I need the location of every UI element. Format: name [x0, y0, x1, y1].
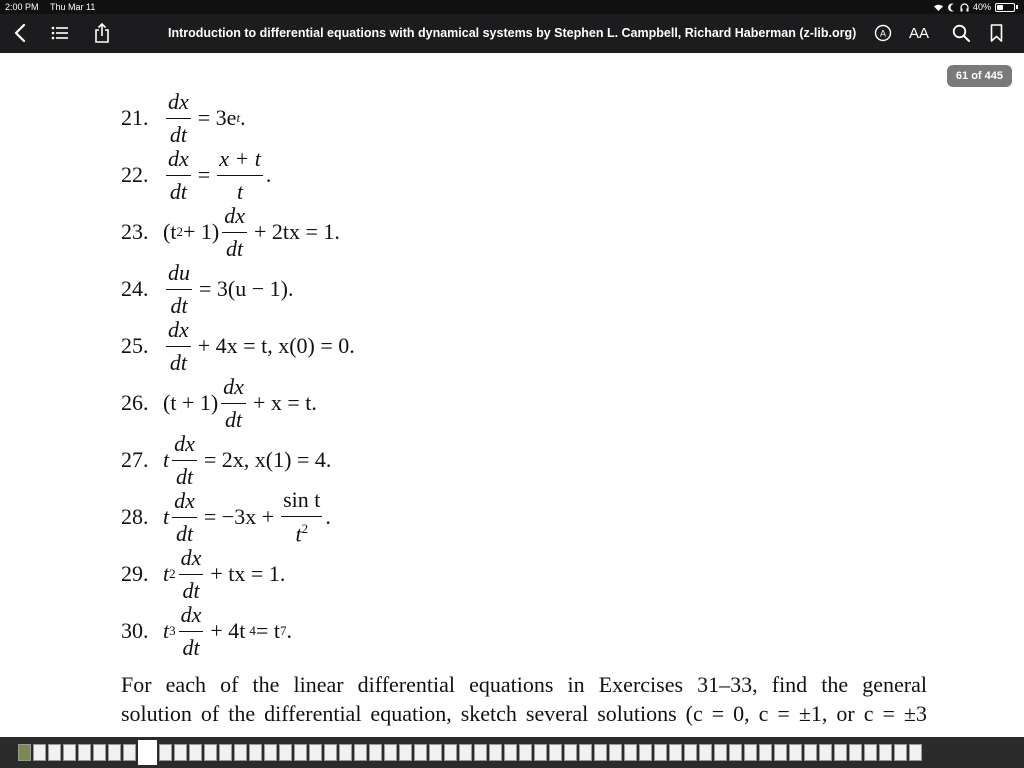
expression-text: (t	[163, 219, 177, 244]
denominator	[293, 522, 310, 545]
contents-button[interactable]	[48, 20, 72, 46]
page-thumbnail[interactable]	[864, 744, 877, 761]
numerator: sin t	[283, 486, 321, 512]
page-thumbnail[interactable]	[204, 744, 217, 761]
fraction	[166, 259, 192, 318]
status-bar	[0, 0, 1024, 14]
reader-toolbar	[0, 14, 1024, 53]
page-thumbnail[interactable]	[594, 744, 607, 761]
fraction-bar	[166, 118, 191, 119]
exercise-number: 23.	[121, 219, 149, 244]
fraction	[221, 373, 246, 432]
fraction-bar	[172, 460, 197, 461]
exponent: t	[236, 110, 241, 125]
page-thumbnail[interactable]	[789, 744, 802, 761]
expression-text: .	[240, 105, 246, 130]
page-thumbnail[interactable]	[834, 744, 847, 761]
fraction-bar	[172, 517, 197, 518]
exercise-number: 30.	[121, 618, 149, 643]
text-size-icon: AA	[908, 24, 929, 42]
denominator: dt	[175, 520, 194, 546]
status-right	[933, 0, 1018, 14]
page-thumbnail[interactable]	[879, 744, 892, 761]
expression-text: = 2x, x(1) = 4.	[203, 447, 332, 472]
battery-tip	[1016, 5, 1018, 9]
page-thumbnail[interactable]	[549, 744, 562, 761]
fraction	[172, 430, 197, 489]
fraction-bar	[222, 232, 247, 233]
headphones-icon	[960, 3, 969, 12]
denominator: t	[236, 178, 244, 204]
paragraph-line-1: For each of the linear differential equations in Exercises 31–33, find the general	[121, 672, 927, 697]
page-thumbnail[interactable]	[909, 744, 922, 761]
exercise-30	[121, 603, 292, 659]
exercise-23	[121, 204, 344, 260]
page-thumbnail[interactable]	[354, 744, 367, 761]
exercise-22	[121, 147, 271, 203]
page-thumbnail[interactable]	[519, 744, 532, 761]
fraction	[217, 145, 263, 204]
page-thumbnail[interactable]	[63, 744, 76, 761]
page-thumbnail[interactable]	[234, 744, 247, 761]
numerator: dx	[223, 373, 244, 399]
denominator: dt	[169, 178, 187, 204]
expression-text: t	[163, 618, 170, 643]
page-thumbnail[interactable]	[654, 744, 667, 761]
fraction-bar	[179, 631, 204, 632]
fraction	[166, 316, 191, 375]
fraction-bar	[217, 175, 263, 176]
page-thumbnail[interactable]	[534, 744, 547, 761]
expression-text: t	[163, 447, 170, 472]
page-thumbnail-current[interactable]	[138, 740, 157, 765]
denominator: dt	[170, 292, 188, 318]
battery-percent: 40%	[972, 2, 991, 12]
expression-text: t	[163, 561, 170, 586]
page-thumbnail[interactable]	[174, 744, 187, 761]
fraction	[179, 544, 204, 603]
search-icon	[952, 24, 970, 42]
page-thumbnail[interactable]	[159, 744, 172, 761]
page-thumbnail[interactable]	[108, 744, 121, 761]
page-thumbnail[interactable]	[264, 744, 277, 761]
exercise-number: 24.	[121, 276, 149, 301]
expression-text: = 3(u − 1).	[199, 276, 294, 301]
fraction-bar	[166, 175, 191, 176]
page-thumbnail[interactable]	[399, 744, 412, 761]
page-thumbnail[interactable]	[459, 744, 472, 761]
page-thumbnail[interactable]	[774, 744, 787, 761]
exercise-number: 26.	[121, 390, 149, 415]
exercise-28	[121, 486, 331, 547]
page-thumbnail[interactable]	[729, 744, 742, 761]
page-thumbnail[interactable]	[18, 744, 31, 761]
page-thumbnail[interactable]	[123, 744, 136, 761]
expression-text: (t + 1)	[163, 390, 219, 415]
page-thumbnail[interactable]	[219, 744, 232, 761]
expression-text: .	[325, 504, 331, 529]
fraction	[172, 487, 197, 546]
fraction-bar	[166, 346, 191, 347]
wifi-icon	[933, 3, 944, 12]
page-thumbnail[interactable]	[414, 744, 427, 761]
numerator: dx	[168, 88, 189, 114]
numerator: du	[168, 259, 190, 285]
expression-text: = t	[255, 618, 280, 643]
text-size-button[interactable]	[906, 20, 932, 46]
document-title: Introduction to differential equations with dynamical systems by Stephen L. Campbell, Richard Haberman (z-lib.org)	[168, 26, 857, 40]
page-thumbnail[interactable]	[249, 744, 262, 761]
denominator: dt	[224, 406, 243, 432]
page-thumbnail[interactable]	[894, 744, 907, 761]
numerator: dx	[180, 544, 202, 570]
expression-text: .	[265, 162, 272, 187]
expression-text: + 4x = t, x(0) = 0.	[197, 333, 355, 358]
denominator: dt	[169, 121, 187, 147]
exercise-25	[121, 318, 359, 374]
page-thumbnail[interactable]	[744, 744, 757, 761]
page-thumbnail[interactable]	[294, 744, 307, 761]
share-icon	[94, 23, 110, 43]
expression-text: = 3e	[197, 105, 237, 130]
numerator: dx	[168, 316, 189, 342]
annotate-button[interactable]	[873, 20, 893, 46]
denominator-base: t	[295, 521, 302, 547]
battery-icon	[995, 3, 1015, 12]
exercise-21	[121, 90, 246, 146]
page-thumbnail[interactable]	[189, 744, 202, 761]
exercise-number: 21.	[121, 105, 149, 130]
page-thumbnail[interactable]	[93, 744, 106, 761]
exponent: 2	[301, 520, 309, 536]
expression-text: + 1)	[182, 219, 220, 244]
page-thumbnail[interactable]	[324, 744, 337, 761]
fraction	[222, 202, 247, 261]
fraction-bar	[166, 289, 192, 290]
annotate-icon	[874, 24, 892, 42]
search-button[interactable]	[950, 20, 972, 46]
expression-text: =	[197, 162, 211, 187]
denominator: dt	[182, 634, 200, 660]
bookmark-button[interactable]	[986, 20, 1006, 46]
page-thumbnail[interactable]	[684, 744, 697, 761]
denominator: dt	[182, 577, 200, 603]
page-thumbnail[interactable]	[369, 744, 382, 761]
fraction-bar	[281, 516, 322, 517]
page-thumbnail[interactable]	[309, 744, 322, 761]
exponent: 7	[279, 623, 287, 638]
exponent: 2	[176, 224, 183, 239]
exercise-number: 28.	[121, 504, 149, 529]
expression-text: + tx = 1.	[210, 561, 286, 586]
svg-text:A: A	[879, 28, 887, 39]
exercise-number: 27.	[121, 447, 149, 472]
page-thumbnail[interactable]	[669, 744, 682, 761]
page-thumbnail[interactable]	[504, 744, 517, 761]
page-thumbnail[interactable]	[579, 744, 592, 761]
page-thumbnail[interactable]	[564, 744, 577, 761]
page-thumbnail[interactable]	[78, 744, 91, 761]
page-thumbnail-strip[interactable]	[0, 737, 1024, 768]
bookmark-icon	[990, 24, 1003, 42]
exponent: 2	[169, 566, 176, 581]
page-thumbnail[interactable]	[609, 744, 622, 761]
expression-text: .	[286, 618, 292, 643]
numerator: dx	[174, 430, 195, 456]
fraction	[179, 601, 204, 660]
denominator: dt	[175, 463, 194, 489]
status-time: 2:00 PM	[5, 2, 39, 12]
paragraph-line-2: solution of the differential equation, sketch several solutions (c = 0, c = ±1, or c = ±3	[121, 701, 927, 726]
numerator: dx	[174, 487, 195, 513]
page-indicator: 61 of 445	[947, 65, 1012, 87]
share-button[interactable]	[90, 20, 114, 46]
page-thumbnail[interactable]	[624, 744, 637, 761]
exercise-29	[121, 546, 289, 602]
page-thumbnail[interactable]	[489, 744, 502, 761]
page-thumbnail[interactable]	[759, 744, 772, 761]
page-thumbnail[interactable]	[384, 744, 397, 761]
exercise-number: 25.	[121, 333, 149, 358]
denominator: dt	[226, 235, 244, 261]
exercise-26	[121, 375, 321, 431]
exponent: 3	[169, 623, 176, 638]
page-thumbnail[interactable]	[474, 744, 487, 761]
page-thumbnail[interactable]	[699, 744, 712, 761]
numerator: dx	[168, 145, 189, 171]
numerator: x + t	[219, 145, 261, 171]
numerator: dx	[180, 601, 202, 627]
page-thumbnail[interactable]	[819, 744, 832, 761]
instruction-paragraph	[121, 670, 927, 728]
page-thumbnail[interactable]	[339, 744, 352, 761]
fraction	[166, 145, 191, 204]
exponent: 4	[249, 623, 256, 638]
fraction-bar	[179, 574, 204, 575]
expression-text: + 4t	[210, 618, 246, 643]
page-thumbnail[interactable]	[48, 744, 61, 761]
fraction-bar	[221, 403, 246, 404]
exercise-number: 29.	[121, 561, 149, 586]
page-thumbnail[interactable]	[849, 744, 862, 761]
expression-text: + 2tx = 1.	[253, 219, 340, 244]
document-page	[0, 53, 1024, 737]
back-icon	[14, 24, 26, 42]
moon-icon	[948, 3, 956, 12]
page-thumbnail[interactable]	[279, 744, 292, 761]
fraction	[281, 486, 322, 547]
page-thumbnail[interactable]	[33, 744, 46, 761]
page-thumbnail[interactable]	[444, 744, 457, 761]
exercise-number: 22.	[121, 162, 149, 187]
status-date: Thu Mar 11	[50, 2, 96, 12]
denominator: dt	[169, 349, 187, 375]
expression-text: = −3x +	[203, 504, 275, 529]
battery-level	[997, 5, 1003, 10]
fraction	[166, 88, 191, 147]
page-thumbnail[interactable]	[639, 744, 652, 761]
page-thumbnail[interactable]	[804, 744, 817, 761]
back-button[interactable]	[8, 20, 32, 46]
page-thumbnail[interactable]	[714, 744, 727, 761]
exercise-27	[121, 432, 335, 488]
exercise-24	[121, 261, 297, 317]
expression-text: t	[163, 504, 170, 529]
numerator: dx	[224, 202, 245, 228]
expression-text: + x = t.	[252, 390, 317, 415]
page-thumbnail[interactable]	[429, 744, 442, 761]
contents-icon	[51, 26, 69, 40]
